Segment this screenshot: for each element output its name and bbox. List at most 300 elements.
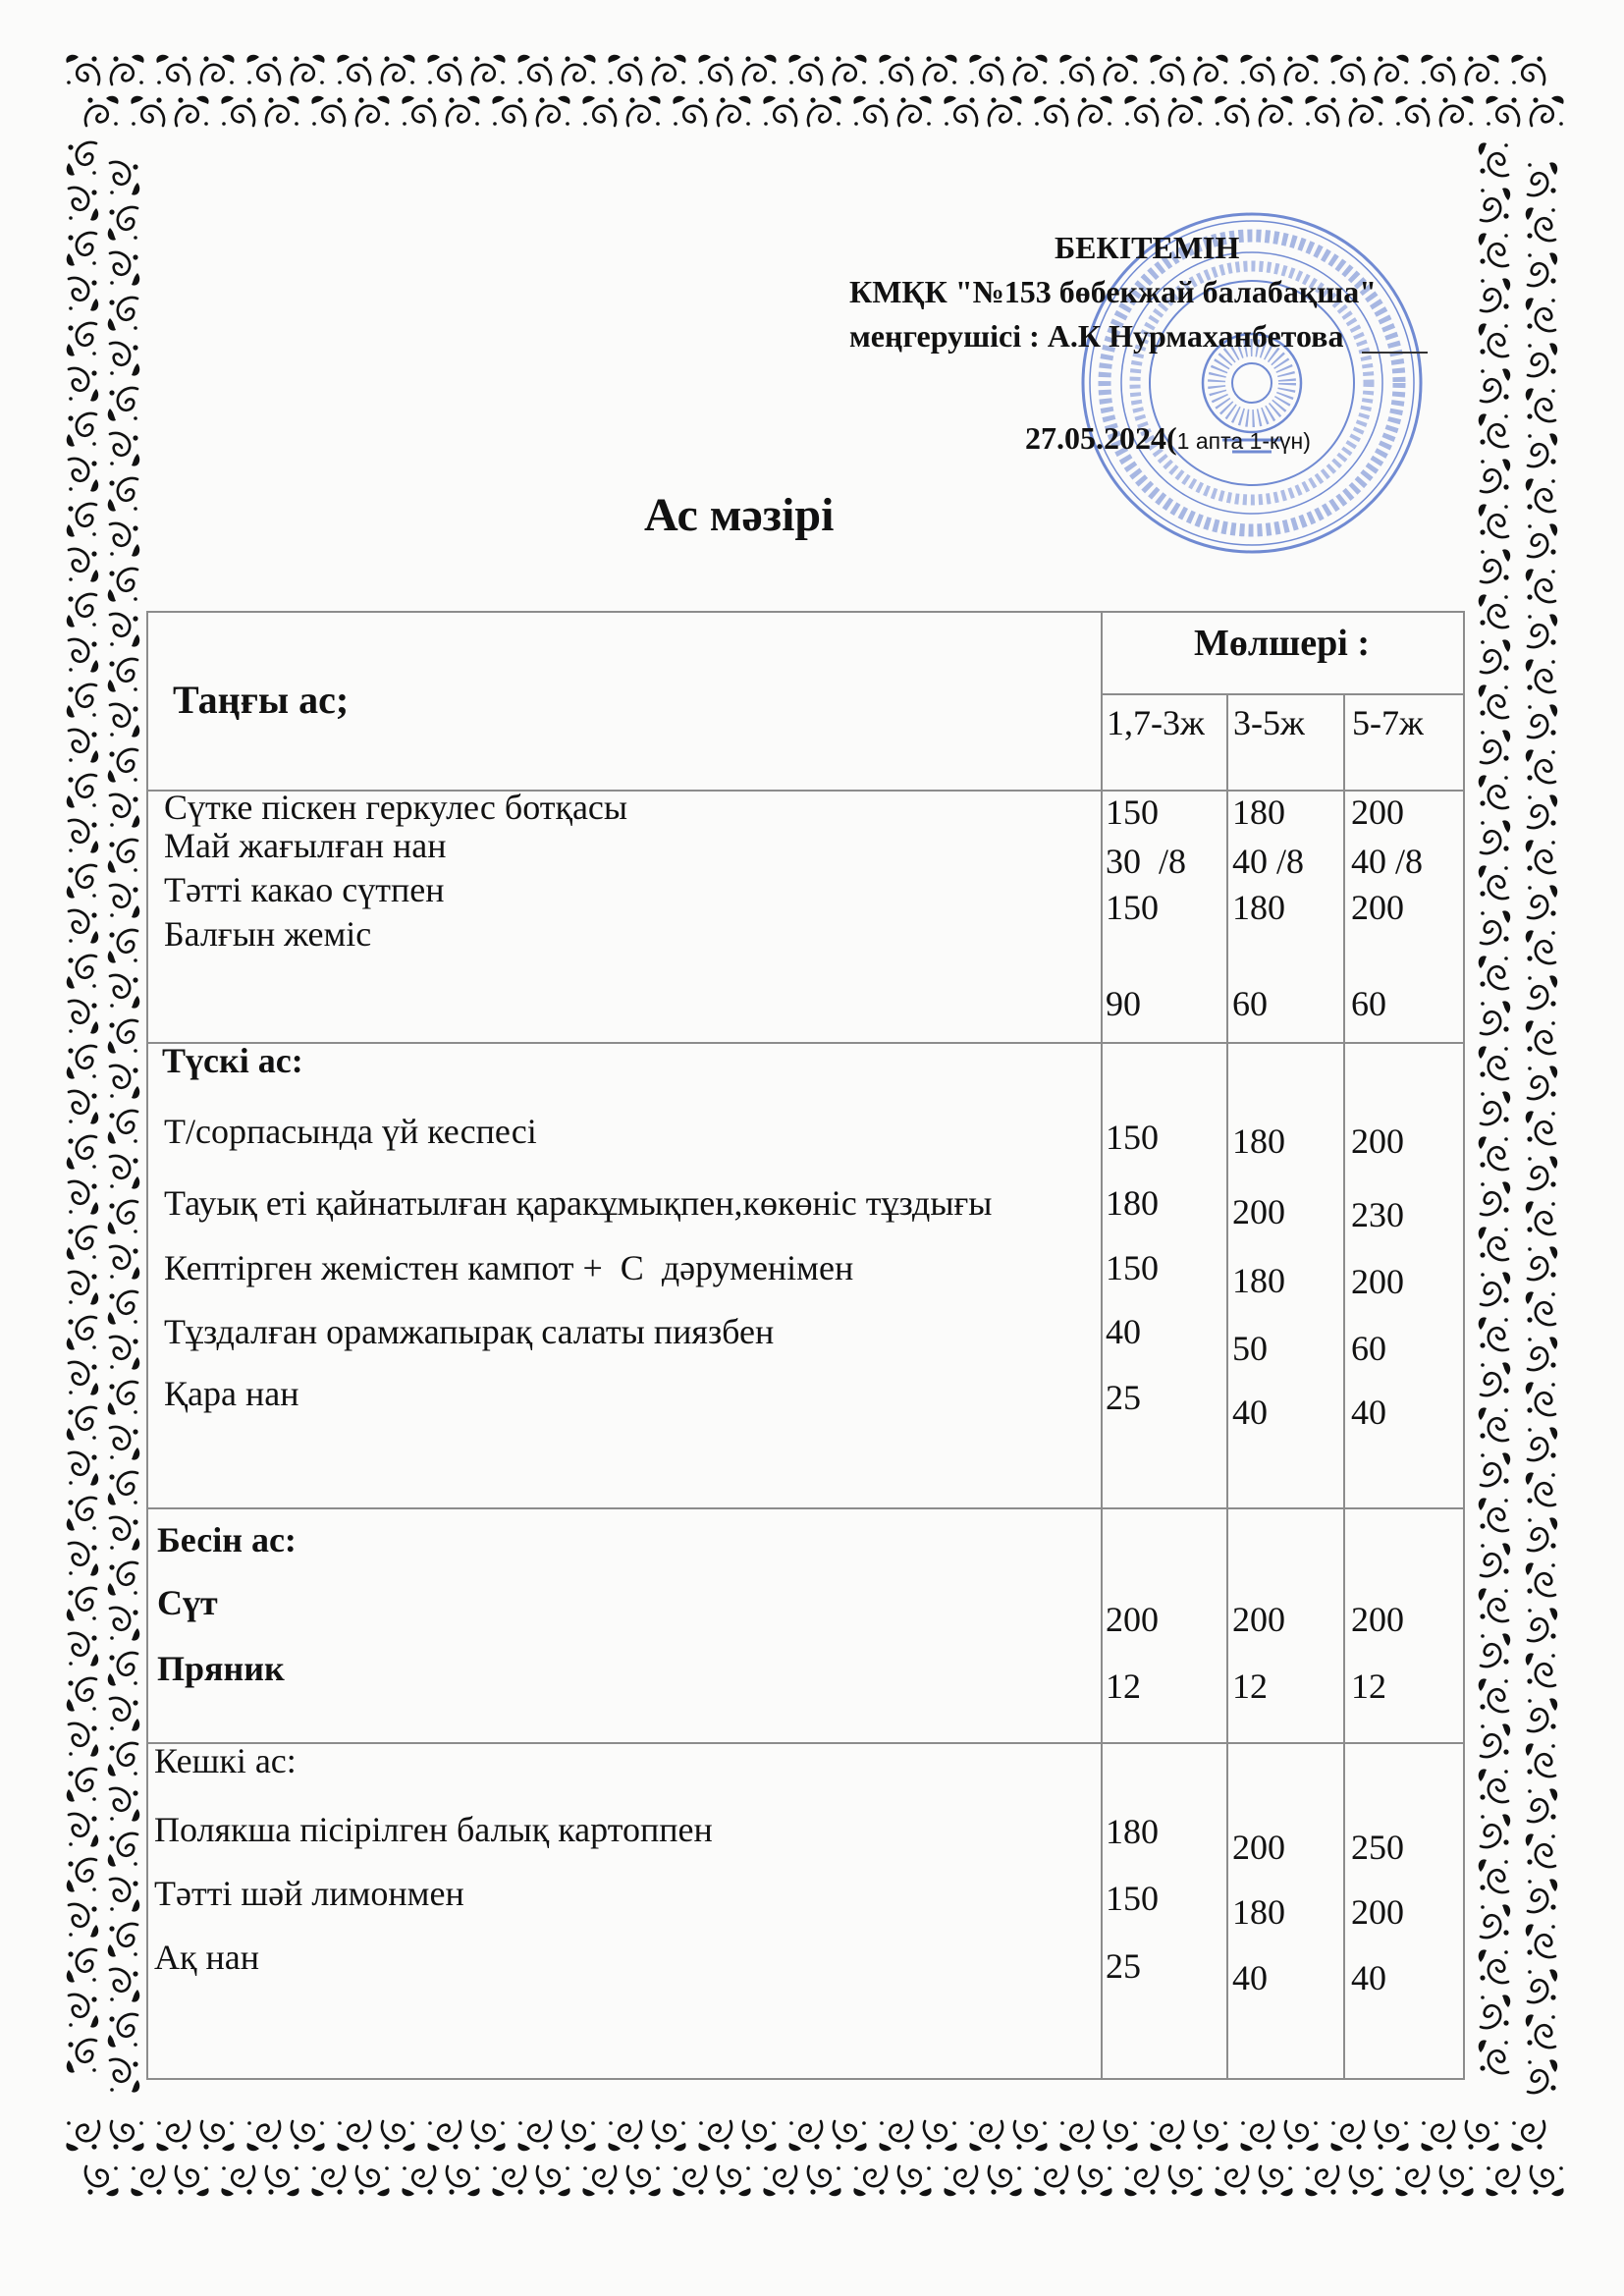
ornament-swirl — [110, 1879, 139, 1912]
breakfast-item: Май жағылған нан — [164, 826, 447, 865]
ornament-swirl — [67, 1769, 96, 1802]
ornament-swirl — [673, 96, 706, 126]
ornament-swirl — [67, 1949, 96, 1983]
ornament-swirl — [1479, 2040, 1508, 2073]
ornament-swirl — [1479, 1498, 1508, 1531]
ornament-swirl — [563, 55, 596, 84]
ornament-swirl — [1481, 1452, 1510, 1486]
ornament-swirl — [201, 2121, 235, 2151]
ornament-swirl — [108, 749, 137, 783]
ornament-swirl — [1481, 1723, 1510, 1757]
ornament-swirl — [110, 1246, 139, 1280]
ornament-swirl — [66, 55, 99, 84]
ornament-swirl — [311, 2166, 345, 2196]
ornament-swirl — [1150, 55, 1183, 84]
ornament-swirl — [266, 96, 299, 126]
ornament-swirl — [1481, 278, 1510, 311]
breakfast-amount-age-3: 200 — [1351, 793, 1404, 832]
ornament-swirl — [292, 2121, 325, 2151]
header-divider — [1102, 693, 1465, 695]
ornament-swirl — [246, 2121, 280, 2151]
ornament-swirl — [1526, 388, 1555, 421]
ornament-swirl — [492, 2166, 525, 2196]
ornament-swirl — [788, 55, 822, 84]
meal-header: Таңғы ас; — [173, 678, 350, 722]
ornament-swirl — [108, 1562, 137, 1596]
ornament-swirl — [67, 775, 96, 808]
ornament-swirl — [201, 55, 235, 84]
ornament-swirl — [110, 1427, 139, 1460]
ornament-swirl — [67, 865, 96, 899]
ornament-swirl — [110, 162, 139, 195]
ornament-swirl — [1528, 1517, 1557, 1551]
ornament-swirl — [1526, 207, 1555, 241]
ornament-swirl — [1014, 55, 1048, 84]
breakfast-item: Балғын жеміс — [164, 914, 372, 954]
ornament-swirl — [1466, 55, 1499, 84]
ornament-swirl — [1105, 2121, 1138, 2151]
ornament-swirl — [944, 2166, 977, 2196]
ornament-swirl — [69, 1001, 98, 1034]
ornament-swirl — [673, 2166, 706, 2196]
dinner-amount-age-1: 180 — [1106, 1812, 1159, 1851]
ornament-swirl — [110, 343, 139, 376]
ornament-swirl — [1481, 1362, 1510, 1395]
ornament-swirl — [1526, 1562, 1555, 1596]
ornament-swirl — [156, 55, 189, 84]
ornament-swirl — [1240, 2121, 1273, 2151]
ornament-swirl — [110, 1969, 139, 2002]
ornament-swirl — [1479, 1588, 1508, 1621]
row-divider — [146, 1507, 1465, 1509]
ornament-swirl — [763, 2166, 796, 2196]
ornament-swirl — [1528, 1788, 1557, 1822]
ornament-swirl — [698, 55, 731, 84]
ornament-swirl — [627, 96, 661, 126]
ornament-swirl — [1481, 639, 1510, 673]
ornament-swirl — [879, 2121, 912, 2151]
approval-date-note: 1 апта 1-күн) — [1176, 428, 1311, 454]
ornament-swirl — [108, 388, 137, 421]
ornament-swirl — [1526, 298, 1555, 331]
lunch-amount-age-1: 150 — [1106, 1248, 1159, 1287]
ornament-swirl — [1481, 1543, 1510, 1576]
age-group-2: 3-5ж — [1233, 703, 1305, 742]
ornament-swirl — [472, 55, 506, 84]
ornament-swirl — [131, 2166, 164, 2196]
ornament-swirl — [1240, 55, 1273, 84]
ornament-swirl — [1079, 2166, 1112, 2196]
ornament-swirl — [924, 55, 957, 84]
ornament-swirl — [1169, 96, 1203, 126]
ornament-swirl — [356, 96, 390, 126]
ornament-swirl — [582, 2166, 616, 2196]
column-divider — [1343, 693, 1345, 2080]
ornament-swirl — [110, 614, 139, 647]
ornament-swirl — [1481, 730, 1510, 763]
ornament-swirl — [110, 794, 139, 828]
ornament-swirl — [1481, 549, 1510, 582]
ornament-swirl — [69, 639, 98, 673]
breakfast-amount-age-2: 180 — [1232, 793, 1285, 832]
ornament-swirl — [1528, 704, 1557, 738]
ornament-swirl — [989, 96, 1022, 126]
afternoon-snack-amount-age-2: 200 — [1232, 1600, 1285, 1639]
ornament-swirl — [221, 2166, 254, 2196]
ornament-swirl — [69, 1181, 98, 1215]
breakfast-amount-age-3: 40 /8 — [1351, 842, 1424, 881]
ornament-swirl — [1479, 233, 1508, 266]
ornament-swirl — [69, 1272, 98, 1305]
ornament-swirl — [110, 1788, 139, 1822]
ornament-swirl — [337, 55, 370, 84]
ornament-swirl — [266, 2166, 299, 2196]
ornament-swirl — [1528, 1608, 1557, 1641]
ornament-swirl — [1479, 956, 1508, 989]
ornament-swirl — [1526, 840, 1555, 873]
ornament-swirl — [67, 413, 96, 447]
ornament-swirl — [111, 55, 144, 84]
lunch-amount-age-2: 180 — [1232, 1121, 1285, 1161]
ornament-swirl — [110, 975, 139, 1009]
ornament-swirl — [1531, 96, 1564, 126]
lunch-amount-age-2: 200 — [1232, 1192, 1285, 1231]
ornament-swirl — [1440, 2166, 1474, 2196]
ornament-swirl — [834, 2121, 867, 2151]
ornament-swirl — [1528, 433, 1557, 466]
ornament-swirl — [1526, 749, 1555, 783]
ornament-swirl — [1528, 162, 1557, 195]
ornament-swirl — [67, 1498, 96, 1531]
dinner-title: Кешкі ас: — [154, 1741, 297, 1780]
ornament-swirl — [337, 2121, 370, 2151]
dinner-amount-age-3: 200 — [1351, 1892, 1404, 1932]
breakfast-amount-age-2: 60 — [1232, 984, 1268, 1023]
ornament-swirl — [356, 2166, 390, 2196]
ornament-swirl — [108, 569, 137, 602]
ornament-swirl — [1528, 343, 1557, 376]
ornament-swirl — [1526, 478, 1555, 512]
lunch-amount-age-2: 40 — [1232, 1393, 1268, 1432]
ornament-swirl — [1481, 1001, 1510, 1034]
lunch-item: Тұздалған орамжапырақ салаты пиязбен — [164, 1312, 775, 1351]
breakfast-amount-age-2: 40 /8 — [1232, 842, 1305, 881]
ornament-swirl — [67, 684, 96, 718]
ornament-swirl — [1479, 1769, 1508, 1802]
ornament-swirl — [834, 55, 867, 84]
ornament-swirl — [67, 1046, 96, 1079]
ornament-swirl — [1528, 1427, 1557, 1460]
ornament-swirl — [1526, 1833, 1555, 1867]
ornament-swirl — [924, 2121, 957, 2151]
ornament-swirl — [402, 96, 435, 126]
breakfast-item: Тәтті какао сүтпен — [164, 870, 445, 909]
ornament-swirl — [67, 1678, 96, 1712]
lunch-item: Кептірген жемістен кампот + С дәруменімен — [164, 1248, 854, 1287]
ornament-swirl — [67, 1227, 96, 1260]
ornament-swirl — [1014, 2121, 1048, 2151]
ornament-swirl — [1195, 2121, 1228, 2151]
ornament-swirl — [1526, 1472, 1555, 1505]
ornament-swirl — [69, 278, 98, 311]
ornament-swirl — [110, 2059, 139, 2093]
ornament-swirl — [1528, 1156, 1557, 1189]
ornament-swirl — [176, 2166, 209, 2196]
ornament-swirl — [1528, 252, 1557, 286]
ornament-swirl — [108, 930, 137, 963]
ornament-swirl — [1479, 775, 1508, 808]
ornament-swirl — [108, 1653, 137, 1686]
ornament-swirl — [67, 1588, 96, 1621]
ornament-swirl — [1528, 1337, 1557, 1370]
approval-head: меңгерушісі : А.К Нурмаханбетова — [849, 318, 1344, 354]
ornament-swirl — [1440, 96, 1474, 126]
ornament-swirl — [1479, 865, 1508, 899]
ornament-swirl — [718, 2166, 751, 2196]
ornament-swirl — [131, 96, 164, 126]
ornament-swirl — [1395, 2166, 1429, 2196]
breakfast-amount-age-1: 150 — [1106, 888, 1159, 927]
lunch-amount-age-1: 150 — [1106, 1118, 1159, 1157]
ornament-swirl — [1481, 910, 1510, 944]
dinner-amount-age-3: 250 — [1351, 1828, 1404, 1867]
ornament-swirl — [1059, 2121, 1093, 2151]
ornament-swirl — [1528, 523, 1557, 557]
ornament-swirl — [1260, 2166, 1293, 2196]
lunch-amount-age-2: 180 — [1232, 1261, 1285, 1300]
ornament-swirl — [1481, 368, 1510, 402]
ornament-swirl — [537, 2166, 570, 2196]
ornament-swirl — [69, 1362, 98, 1395]
ornament-swirl — [110, 704, 139, 738]
lunch-amount-age-3: 200 — [1351, 1262, 1404, 1301]
ornament-swirl — [1479, 504, 1508, 537]
ornament-swirl — [292, 55, 325, 84]
ornament-swirl — [969, 2121, 1002, 2151]
ornament-swirl — [108, 207, 137, 241]
ornament-swirl — [110, 885, 139, 918]
ornament-swirl — [1479, 1136, 1508, 1170]
ornament-swirl — [1479, 1407, 1508, 1441]
ornament-swirl — [69, 1723, 98, 1757]
ornament-swirl — [1481, 1814, 1510, 1847]
ornament-swirl — [1481, 188, 1510, 221]
ornament-swirl — [69, 1995, 98, 2028]
ornament-swirl — [1528, 1969, 1557, 2002]
ornament-swirl — [1528, 1246, 1557, 1280]
ornament-swirl — [1330, 2121, 1364, 2151]
ornament-swirl — [108, 1743, 137, 1777]
breakfast-amount-age-1: 30 /8 — [1106, 842, 1187, 881]
ornament-swirl — [1195, 55, 1228, 84]
ornament-swirl — [110, 523, 139, 557]
ornament-swirl — [69, 820, 98, 853]
dinner-amount-age-1: 150 — [1106, 1879, 1159, 1918]
amount-header: Мөлшері : — [1194, 623, 1370, 664]
ornament-swirl — [111, 2121, 144, 2151]
ornament-swirl — [108, 478, 137, 512]
ornament-swirl — [1526, 1924, 1555, 1957]
dinner-amount-age-3: 40 — [1351, 1958, 1386, 1997]
ornament-swirl — [1526, 1743, 1555, 1777]
age-group-3: 5-7ж — [1352, 703, 1424, 742]
ornament-swirl — [1395, 96, 1429, 126]
column-divider — [1226, 693, 1228, 2080]
ornament-swirl — [1481, 1904, 1510, 1938]
lunch-amount-age-3: 40 — [1351, 1393, 1386, 1432]
ornament-swirl — [382, 55, 415, 84]
ornament-swirl — [108, 1111, 137, 1144]
ornament-swirl — [67, 1136, 96, 1170]
approval-title: БЕКІТЕМІН — [1055, 230, 1240, 265]
ornament-swirl — [1526, 1111, 1555, 1144]
afternoon-snack-amount-age-1: 12 — [1106, 1667, 1141, 1706]
ornament-swirl — [1528, 885, 1557, 918]
ornament-swirl — [1376, 55, 1409, 84]
ornament-swirl — [67, 1407, 96, 1441]
lunch-amount-age-3: 230 — [1351, 1195, 1404, 1234]
breakfast-amount-age-1: 90 — [1106, 984, 1141, 1023]
ornament-swirl — [176, 96, 209, 126]
ornament-swirl — [582, 96, 616, 126]
ornament-swirl — [447, 96, 480, 126]
ornament-swirl — [627, 2166, 661, 2196]
ornament-swirl — [108, 1382, 137, 1415]
breakfast-amount-age-2: 180 — [1232, 888, 1285, 927]
afternoon-snack-amount-age-3: 200 — [1351, 1600, 1404, 1639]
ornament-swirl — [608, 55, 641, 84]
ornament-swirl — [1124, 96, 1158, 126]
ornament-swirl — [1305, 2166, 1338, 2196]
dinner-amount-age-2: 200 — [1232, 1828, 1285, 1867]
ornament-swirl — [1479, 1317, 1508, 1350]
ornament-swirl — [743, 55, 777, 84]
dinner-amount-age-2: 180 — [1232, 1892, 1285, 1932]
ornament-swirl — [108, 1020, 137, 1054]
lunch-item: Т/сорпасында үй кеспесі — [164, 1112, 537, 1151]
ornament-swirl — [1466, 2121, 1499, 2151]
ornament-swirl — [898, 96, 932, 126]
ornament-swirl — [1526, 930, 1555, 963]
approval-date: 27.05.2024( — [1025, 420, 1177, 456]
ornament-swirl — [1479, 1859, 1508, 1892]
ornament-swirl — [108, 659, 137, 692]
ornament-swirl — [1481, 459, 1510, 492]
ornament-swirl — [108, 2014, 137, 2048]
ornament-swirl — [85, 2166, 119, 2196]
dinner-amount-age-1: 25 — [1106, 1946, 1141, 1986]
row-divider — [146, 1042, 1465, 1044]
ornament-swirl — [108, 840, 137, 873]
ornament-swirl — [537, 96, 570, 126]
ornament-swirl — [763, 96, 796, 126]
ornament-swirl — [808, 96, 841, 126]
afternoon-snack-amount-age-1: 200 — [1106, 1600, 1159, 1639]
ornament-swirl — [1079, 96, 1112, 126]
afternoon-snack-item: Пряник — [157, 1649, 285, 1688]
ornament-swirl — [1486, 96, 1519, 126]
ornament-swirl — [1526, 569, 1555, 602]
ornament-swirl — [108, 1472, 137, 1505]
ornament-swirl — [1105, 55, 1138, 84]
ornament-swirl — [853, 2166, 887, 2196]
ornament-swirl — [1034, 96, 1067, 126]
ornament-swirl — [1526, 1382, 1555, 1415]
ornament-swirl — [110, 1608, 139, 1641]
ornament-swirl — [110, 1066, 139, 1099]
ornament-swirl — [69, 1633, 98, 1667]
ornament-swirl — [517, 55, 551, 84]
ornament-swirl — [517, 2121, 551, 2151]
breakfast-item: Сүтке піскен геркулес ботқасы — [164, 788, 628, 827]
ornament-swirl — [108, 1201, 137, 1234]
ornament-swirl — [85, 96, 119, 126]
ornament-swirl — [1481, 1272, 1510, 1305]
breakfast-amount-age-1: 150 — [1106, 793, 1159, 832]
ornament-swirl — [427, 55, 460, 84]
ornament-swirl — [67, 2040, 96, 2073]
dinner-amount-age-2: 40 — [1232, 1958, 1268, 1997]
ornament-swirl — [246, 55, 280, 84]
ornament-swirl — [1059, 55, 1093, 84]
approval-date-line — [1025, 420, 1311, 457]
lunch-amount-age-2: 50 — [1232, 1329, 1268, 1368]
ornament-swirl — [69, 1814, 98, 1847]
ornament-swirl — [492, 96, 525, 126]
ornament-swirl — [110, 1698, 139, 1731]
dinner-item: Тәтті шәй лимонмен — [154, 1874, 464, 1913]
ornament-swirl — [898, 2166, 932, 2196]
ornament-swirl — [1479, 1227, 1508, 1260]
lunch-amount-age-3: 60 — [1351, 1329, 1386, 1368]
ornament-swirl — [66, 2121, 99, 2151]
ornament-swirl — [969, 55, 1002, 84]
ornament-swirl — [743, 2121, 777, 2151]
ornament-swirl — [1285, 2121, 1319, 2151]
ornament-swirl — [1511, 55, 1544, 84]
ornament-swirl — [698, 2121, 731, 2151]
ornament-swirl — [1260, 96, 1293, 126]
ornament-swirl — [1526, 1291, 1555, 1325]
ornament-swirl — [67, 1859, 96, 1892]
ornament-swirl — [1285, 55, 1319, 84]
ornament-swirl — [1528, 2059, 1557, 2093]
ornament-swirl — [1479, 1678, 1508, 1712]
ornament-swirl — [382, 2121, 415, 2151]
ornament-swirl — [563, 2121, 596, 2151]
ornament-swirl — [1479, 413, 1508, 447]
ornament-swirl — [67, 594, 96, 628]
ornament-swirl — [427, 2121, 460, 2151]
ornament-swirl — [69, 1452, 98, 1486]
ornament-swirl — [447, 2166, 480, 2196]
ornament-swirl — [1479, 142, 1508, 176]
ornament-swirl — [944, 96, 977, 126]
ornament-swirl — [69, 910, 98, 944]
ornament-swirl — [1421, 55, 1454, 84]
ornament-swirl — [853, 96, 887, 126]
ornament-swirl — [108, 1833, 137, 1867]
ornament-swirl — [1481, 820, 1510, 853]
afternoon-snack-title: Бесін ас: — [157, 1520, 297, 1559]
ornament-swirl — [1526, 2014, 1555, 2048]
ornament-swirl — [653, 2121, 686, 2151]
ornament-swirl — [1215, 96, 1248, 126]
lunch-amount-age-3: 200 — [1351, 1121, 1404, 1161]
ornament-swirl — [1531, 2166, 1564, 2196]
ornament-swirl — [1421, 2121, 1454, 2151]
ornament-swirl — [156, 2121, 189, 2151]
